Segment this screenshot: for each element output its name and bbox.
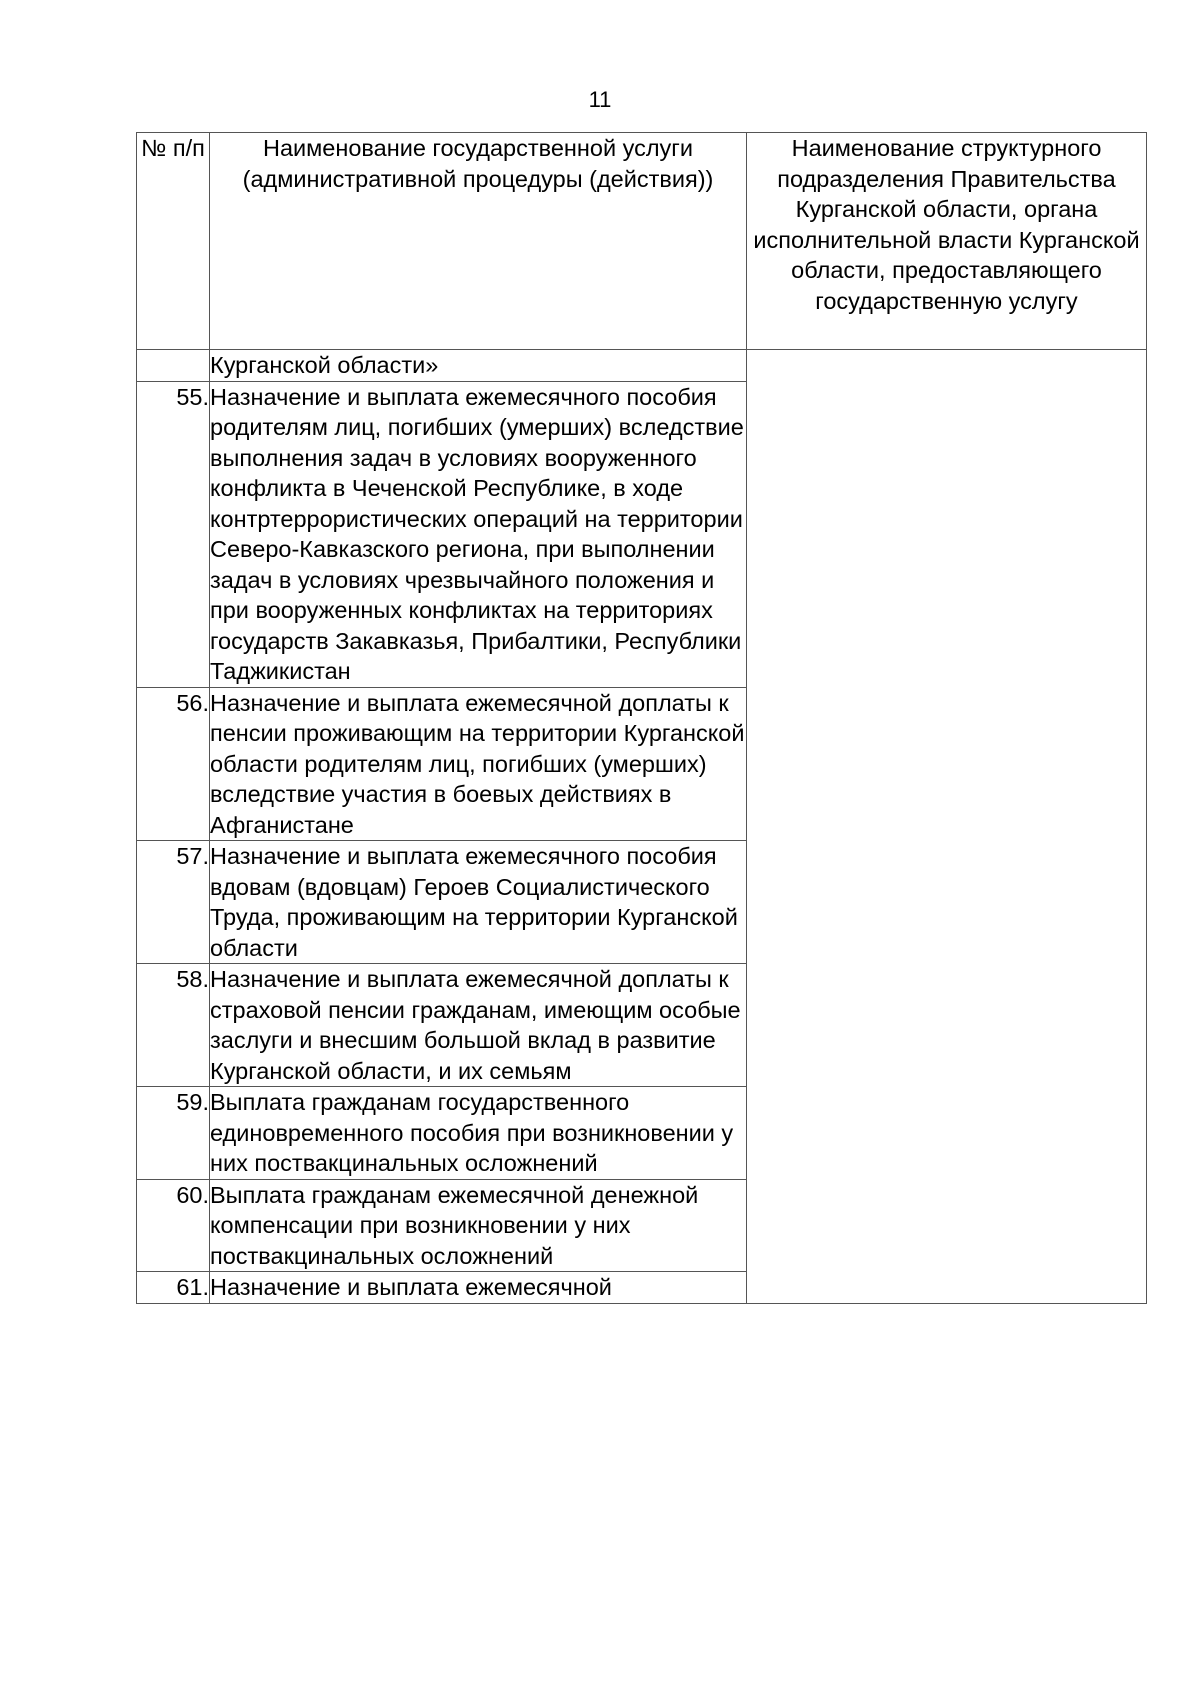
row-number: 57. [137,841,210,964]
service-name: Выплата гражданам государственного единовременного пособия при возникновении у них поствакцинальных осложнений [210,1087,747,1180]
row-number [137,350,210,382]
header-department: Наименование структурного подразделения Правительства Курганской области, органа исполнительной власти Курганской области, предоставляющего государственную услугу [747,133,1147,350]
header-number: № п/п [137,133,210,350]
row-number: 59. [137,1087,210,1180]
department-cell [747,350,1147,1304]
service-name: Назначение и выплата ежемесячной [210,1272,747,1304]
service-name: Назначение и выплата ежемесячной доплаты к страховой пенсии гражданам, имеющим особые заслуги и внесшим большой вклад в развитие Курганской области, и их семьям [210,964,747,1087]
header-service-name: Наименование государственной услуги (административной процедуры (действия)) [210,133,747,350]
service-name: Назначение и выплата ежемесячной доплаты к пенсии проживающим на территории Курганской области родителям лиц, погибших (умерших) вследствие участия в боевых действиях в Афганистане [210,687,747,841]
row-number: 58. [137,964,210,1087]
row-number: 55. [137,381,210,687]
page-number: 11 [588,87,612,112]
row-number: 61. [137,1272,210,1304]
service-name: Выплата гражданам ежемесячной денежной компенсации при возникновении у них поствакцинальных осложнений [210,1179,747,1272]
table-header-row [137,133,1147,350]
service-name: Назначение и выплата ежемесячного пособия вдовам (вдовцам) Героев Социалистического Труда, проживающим на территории Курганской области [210,841,747,964]
services-table [136,132,1147,1304]
row-number: 60. [137,1179,210,1272]
table-row [137,350,1147,382]
service-name: Курганской области» [210,350,747,382]
service-name: Назначение и выплата ежемесячного пособия родителям лиц, погибших (умерших) вследствие выполнения задач в условиях вооруженного конфликта в Чеченской Республике, в ходе контртеррористических операций на территории Северо-Кавказского региона, при выполнении задач в условиях чрезвычайного положения и при вооруженных конфликтах на территориях государств Закавказья, Прибалтики, Республики Таджикистан [210,381,747,687]
row-number: 56. [137,687,210,841]
